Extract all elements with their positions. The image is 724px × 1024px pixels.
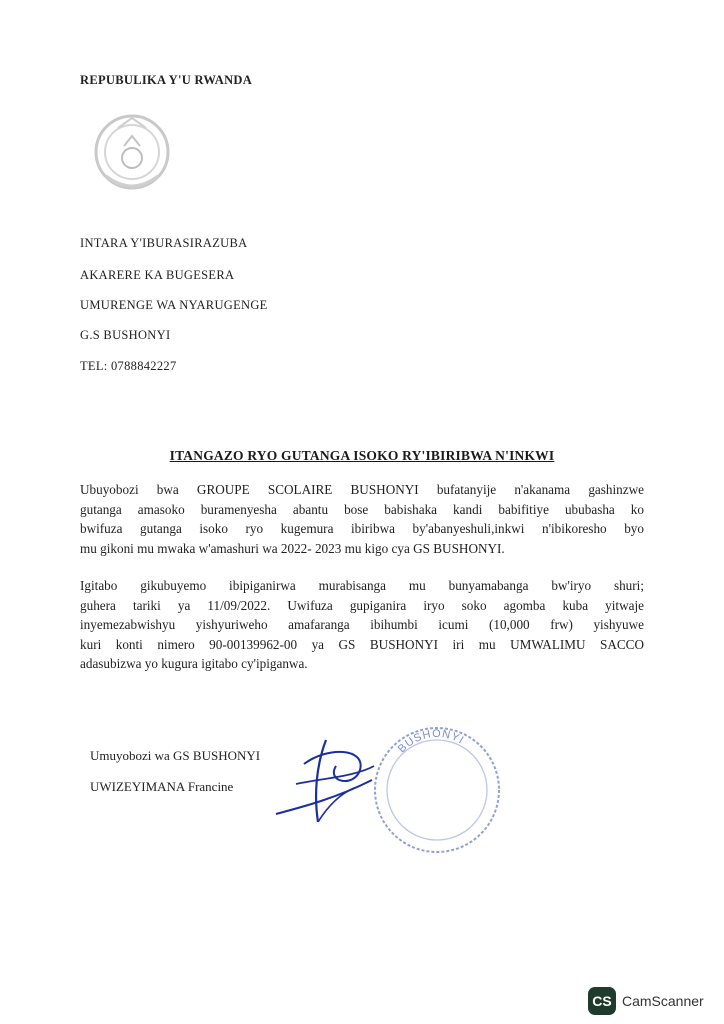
notice-paragraph-1 — [80, 480, 644, 558]
header-sector: UMURENGE WA NYARUGENGE — [80, 298, 268, 312]
camscanner-logo-icon: CS — [588, 987, 616, 1015]
rwanda-coat-of-arms-icon — [88, 106, 176, 202]
header-province: INTARA Y'IBURASIRAZUBA — [80, 236, 248, 250]
header-school: G.S BUSHONYI — [80, 328, 171, 342]
notice-title: ITANGAZO RYO GUTANGA ISOKO RY'IBIRIBWA N'INKWI — [169, 448, 555, 463]
svg-text:BUSHONYI — [396, 728, 466, 755]
paragraph-line: gutanga amasoko buramenyesha abantu bose babishaka kandi babifitiye ububasha ko — [80, 501, 644, 517]
camscanner-brand: CamScanner — [622, 993, 704, 1009]
header-phone: TEL: 0788842227 — [80, 359, 177, 373]
paragraph-line: Ubuyobozi bwa GROUPE SCOLAIRE BUSHONYI bufatanyije n'akanama gashinzwe — [80, 482, 644, 497]
paragraph-line: mu gikoni mu mwaka w'amashuri wa 2022- 2023 mu kigo cya GS BUSHONYI. — [80, 540, 505, 556]
camscanner-watermark — [588, 987, 704, 1015]
paragraph-line: kuri konti nimero 90-00139962-00 ya GS BUSHONYI iri mu UMWALIMU SACCO — [80, 636, 644, 652]
paragraph-line: guhera tariki ya 11/09/2022. Uwifuza gupiganira iryo soko agomba kuba yitwaje — [80, 597, 644, 613]
stamp-text: BUSHONYI — [395, 727, 467, 756]
handwritten-signature — [256, 736, 386, 826]
paragraph-line: bwifuza gutanga isoko ryo kugemura ibiribwa by'abanyeshuli,inkwi n'ibikoresho byo — [80, 521, 644, 536]
signatory-name: UWIZEYIMANA Francine — [90, 779, 234, 794]
paragraph-line: Igitabo gikubuyemo ibipiganirwa murabisanga mu bunyamabanga bw'iryo shuri; — [80, 578, 644, 593]
header-district: AKARERE KA BUGESERA — [80, 268, 235, 282]
header-country: REPUBULIKA Y'U RWANDA — [80, 73, 253, 87]
signatory-role: Umuyobozi wa GS BUSHONYI — [90, 748, 261, 763]
paragraph-line: inyemezabwishyu yishyuriweho amafaranga ibihumbi icumi (10,000 frw) yishyuwe — [80, 617, 644, 632]
paragraph-line: adasubizwa yo kugura igitabo cy'ipiganwa. — [80, 656, 308, 671]
notice-paragraph-2 — [80, 576, 644, 674]
